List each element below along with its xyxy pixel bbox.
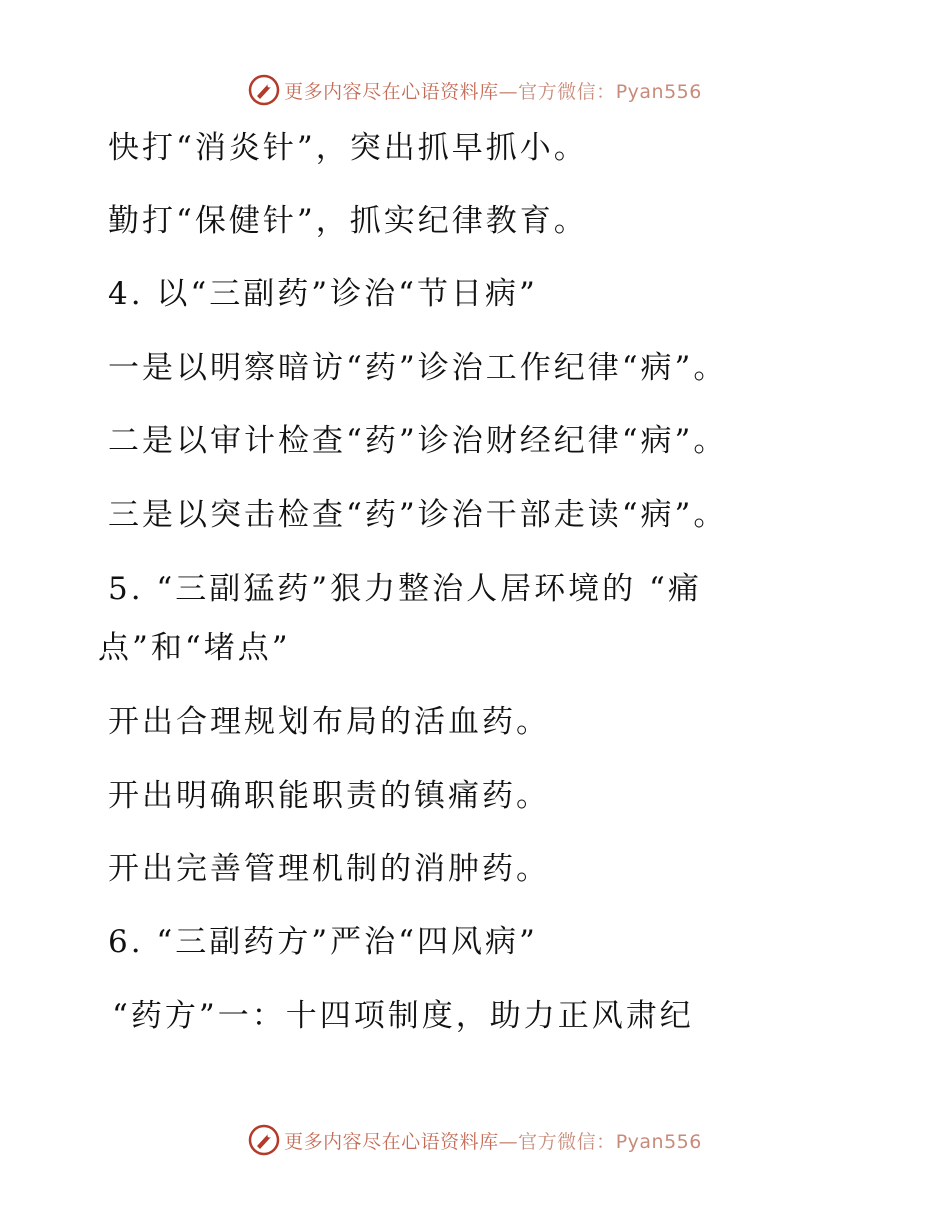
body-line-9: “药方”一：十四项制度，助力正风肃纪 xyxy=(112,998,694,1034)
body-line-3: 一是以明察暗访“药”诊治工作纪律“病”。 xyxy=(108,350,728,386)
heading-item-6: 6. “三副药方”严治“四风病” xyxy=(108,924,538,960)
watermark-header xyxy=(0,70,950,110)
heading-item-5: 5. “三副猛药”狠力整治人居环境的 “痛 xyxy=(108,571,702,607)
pen-nib-logo-icon xyxy=(248,1124,280,1156)
heading-item-5-continued: 点”和“堵点” xyxy=(98,630,291,666)
heading-item-4: 4. 以“三副药”诊治“节日病” xyxy=(108,276,538,312)
watermark-text: 更多内容尽在心语资料库—官方微信：Pyan556 xyxy=(284,80,702,103)
body-line-2: 勤打“保健针”，抓实纪律教育。 xyxy=(108,203,588,239)
body-line-8: 开出完善管理机制的消肿药。 xyxy=(108,851,550,887)
body-line-4: 二是以审计检查“药”诊治财经纪律“病”。 xyxy=(108,423,728,459)
watermark-footer xyxy=(0,1120,950,1160)
pen-nib-logo-icon xyxy=(248,74,280,106)
body-line-1: 快打“消炎针”，突出抓早抓小。 xyxy=(108,130,588,166)
body-line-6: 开出合理规划布局的活血药。 xyxy=(108,704,550,740)
watermark-text: 更多内容尽在心语资料库—官方微信：Pyan556 xyxy=(284,1130,702,1153)
body-line-5: 三是以突击检查“药”诊治干部走读“病”。 xyxy=(108,497,728,533)
body-line-7: 开出明确职能职责的镇痛药。 xyxy=(108,778,550,814)
